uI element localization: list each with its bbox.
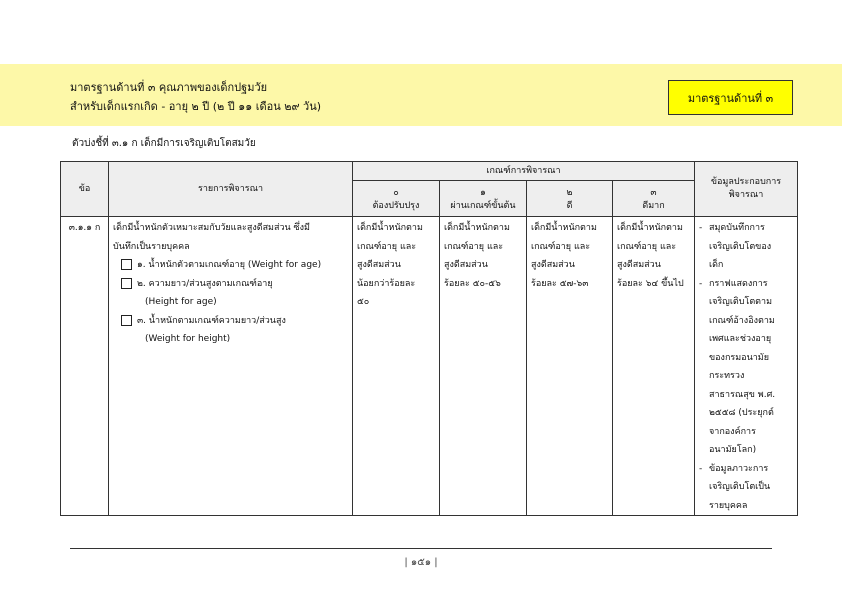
bullet-dash: - xyxy=(699,223,703,233)
info-item-3 xyxy=(699,460,794,516)
row-description xyxy=(109,217,353,516)
check-item-1 xyxy=(121,256,349,275)
criteria-line: เด็กมีน้ำหนักตาม xyxy=(617,223,683,233)
page-title xyxy=(70,78,321,116)
col-header-item: รายการพิจารณา xyxy=(109,162,353,217)
checkbox-3[interactable] xyxy=(121,315,132,326)
criteria-line: ๕๐ xyxy=(357,297,370,307)
criteria-level-1 xyxy=(440,217,527,516)
checkbox-2[interactable] xyxy=(121,278,132,289)
info-line: เด็ก xyxy=(709,260,724,270)
criteria-line: เด็กมีน้ำหนักตาม xyxy=(531,223,597,233)
level-1-num: ๑ xyxy=(480,187,486,198)
title-line-2: สำหรับเด็กแรกเกิด - อายุ ๒ ปี (๒ ปี ๑๑ เดือน ๒๙ วัน) xyxy=(70,100,322,113)
col-header-no: ข้อ xyxy=(61,162,109,217)
info-item-1 xyxy=(699,219,794,275)
criteria-line: เด็กมีน้ำหนักตาม xyxy=(444,223,510,233)
check-item-1-label: ๑. น้ำหนักตัวตามเกณฑ์อายุ (Weight for age) xyxy=(137,260,322,270)
info-item-2 xyxy=(699,275,794,460)
info-line: สมุดบันทึกการ xyxy=(709,223,765,233)
page-number: | ๑๕๑ | xyxy=(404,557,438,568)
check-item-3 xyxy=(121,312,349,331)
level-3-num: ๓ xyxy=(650,187,657,198)
info-line: เจริญเติบโตของ xyxy=(709,241,772,252)
supporting-info xyxy=(695,217,798,516)
criteria-line: เกณฑ์อายุ และ xyxy=(444,241,504,252)
info-line: เจริญเติบโตตาม xyxy=(709,297,772,307)
col-header-criteria: เกณฑ์การพิจารณา xyxy=(353,162,695,181)
info-line: ของกรมอนามัย xyxy=(709,352,769,363)
info-line: กราฟแสดงการ xyxy=(709,278,768,289)
level-0-header xyxy=(353,181,440,217)
bullet-dash: - xyxy=(699,278,703,289)
criteria-line: เกณฑ์อายุ และ xyxy=(357,241,417,252)
standard-badge: มาตรฐานด้านที่ ๓ xyxy=(668,80,793,115)
indicator-heading: ตัวบ่งชี้ที่ ๓.๑ ก เด็กมีการเจริญเติบโตสมวัย xyxy=(72,138,256,149)
criteria-line: สูงดีสมส่วน xyxy=(444,260,488,270)
check-item-3-label: ๓. น้ำหนักตามเกณฑ์ความยาว/ส่วนสูง xyxy=(137,315,286,326)
check-item-2-cont: (Height for age) xyxy=(145,297,217,307)
info-line: สาธารณสุข พ.ศ. xyxy=(709,389,776,400)
check-item-2 xyxy=(121,275,349,294)
criteria-line: เด็กมีน้ำหนักตาม xyxy=(357,223,423,233)
criteria-level-3 xyxy=(613,217,695,516)
bullet-dash: - xyxy=(699,463,703,474)
info-line: อนามัยโลก) xyxy=(709,445,757,455)
checkbox-1[interactable] xyxy=(121,259,132,270)
info-line: เจริญเติบโตเป็น xyxy=(709,482,771,492)
criteria-line: น้อยกว่าร้อยละ xyxy=(357,278,416,289)
info-line: จากองค์การ xyxy=(709,426,756,437)
criteria-line: ร้อยละ ๖๔ ขึ้นไป xyxy=(617,278,684,289)
title-line-1: มาตรฐานด้านที่ ๓ คุณภาพของเด็กปฐมวัย xyxy=(70,81,268,94)
info-line: กระทรวง xyxy=(709,371,745,381)
level-3-header xyxy=(613,181,695,217)
level-2-header xyxy=(527,181,613,217)
info-item-3-text xyxy=(709,460,770,516)
footer-divider xyxy=(70,548,772,549)
info-item-1-text xyxy=(709,219,771,275)
info-line: เกณฑ์อ้างอิงตาม xyxy=(709,315,775,326)
level-0-label: ต้องปรับปรุง xyxy=(372,200,420,211)
table-row xyxy=(61,217,798,516)
level-1-header xyxy=(440,181,527,217)
criteria-line: สูงดีสมส่วน xyxy=(531,260,575,270)
level-1-label: ผ่านเกณฑ์ขั้นต้น xyxy=(450,200,516,211)
row-code: ๓.๑.๑ ก xyxy=(61,217,109,516)
info-line: ๒๕๕๘ (ประยุกต์ xyxy=(709,408,774,418)
level-3-label: ดีมาก xyxy=(642,200,665,211)
criteria-level-0 xyxy=(353,217,440,516)
check-item-2-label: ๒. ความยาว/ส่วนสูงตามเกณฑ์อายุ xyxy=(137,278,273,289)
col-header-info: ข้อมูลประกอบการพิจารณา xyxy=(695,162,798,217)
criteria-line: ร้อยละ ๕๐-๕๖ xyxy=(444,278,501,289)
info-line: เพศและช่วงอายุ xyxy=(709,334,772,344)
assessment-table xyxy=(60,161,798,516)
criteria-line: สูงดีสมส่วน xyxy=(357,260,401,270)
criteria-line: เกณฑ์อายุ และ xyxy=(531,241,591,252)
level-2-num: ๒ xyxy=(566,187,573,198)
info-line: รายบุคคล xyxy=(709,500,748,511)
criteria-line: ร้อยละ ๕๗-๖๓ xyxy=(531,278,589,289)
check-item-3-cont: (Weight for height) xyxy=(145,334,231,344)
level-2-label: ดี xyxy=(566,200,573,211)
desc-line: เด็กมีน้ำหนักตัวเหมาะสมกับวัยและสูงดีสมส่วน ซึ่งมี xyxy=(113,223,310,233)
info-item-2-text xyxy=(709,275,775,460)
info-line: ข้อมูลภาวะการ xyxy=(709,463,769,474)
desc-line: บันทึกเป็นรายบุคคล xyxy=(113,241,190,252)
criteria-level-2 xyxy=(527,217,613,516)
criteria-line: สูงดีสมส่วน xyxy=(617,260,661,270)
criteria-line: เกณฑ์อายุ และ xyxy=(617,241,677,252)
level-0-num: ๐ xyxy=(393,187,399,198)
